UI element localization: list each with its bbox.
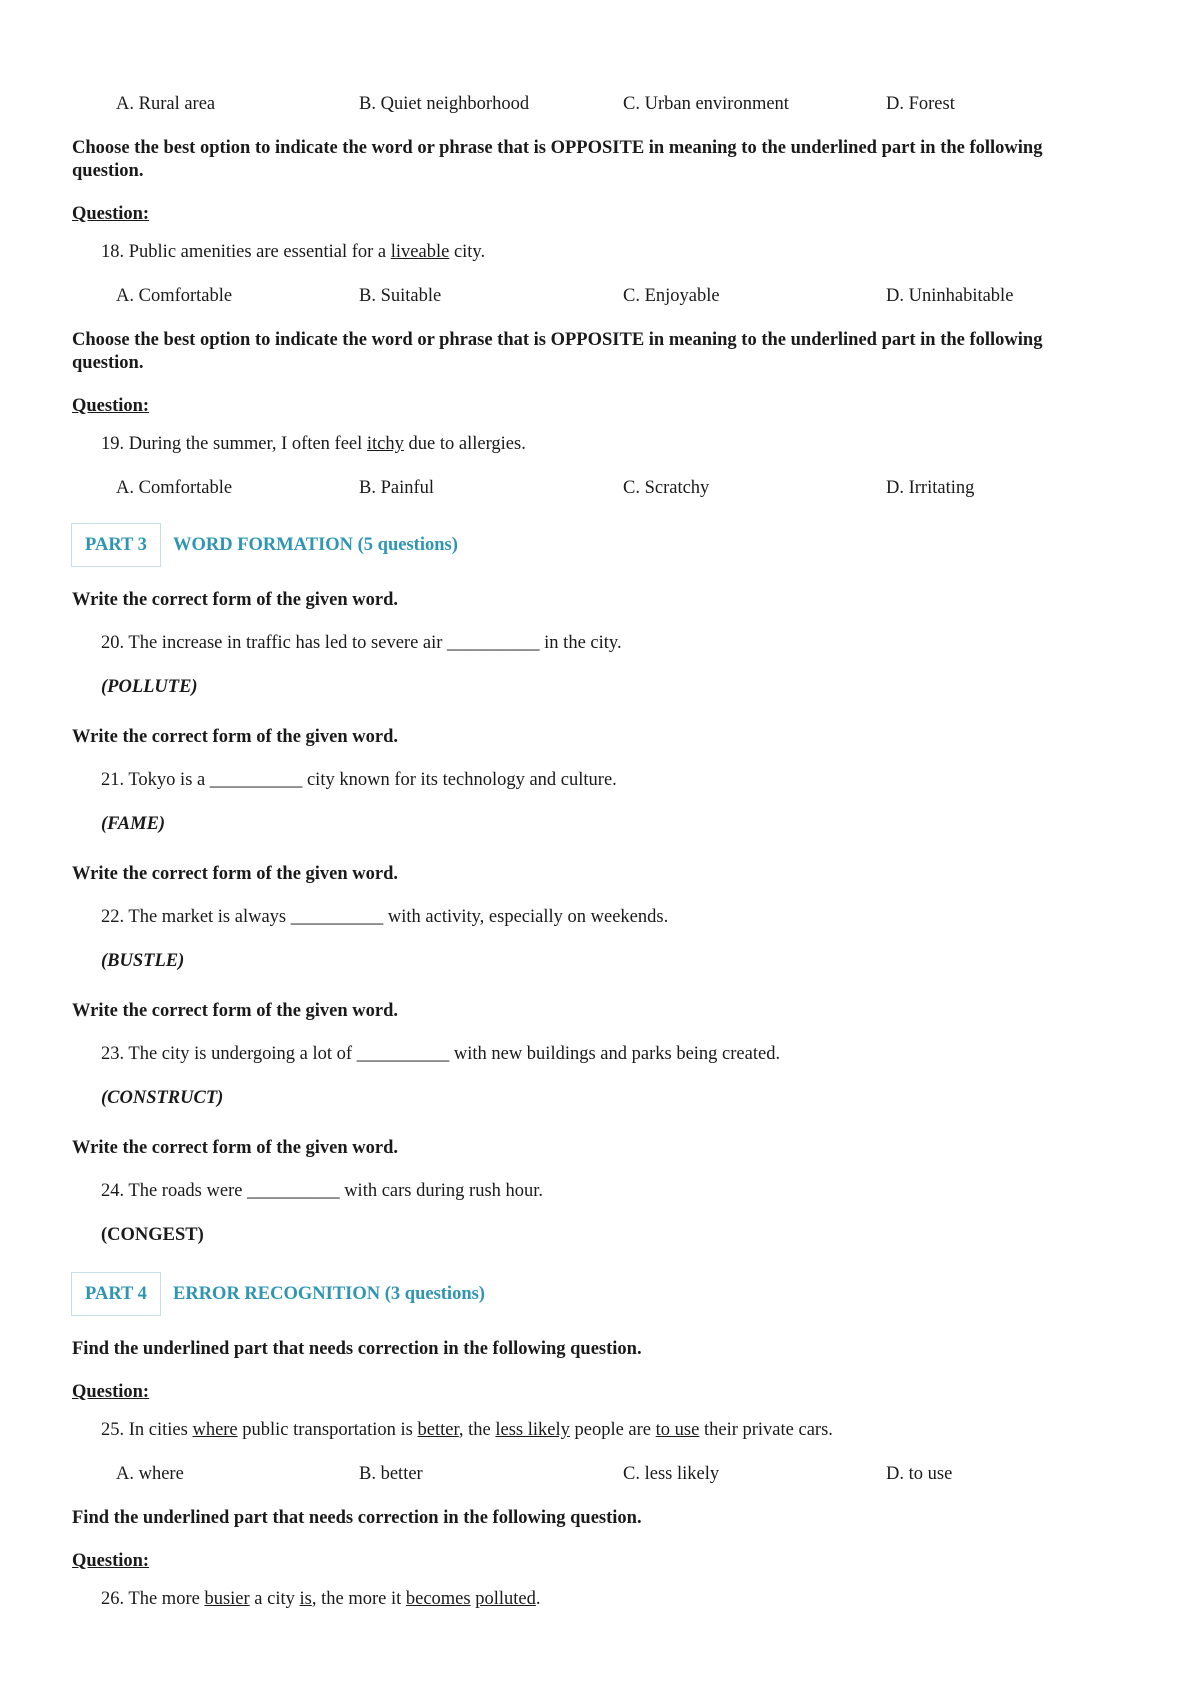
part-4-title: ERROR RECOGNITION (3 questions) bbox=[173, 1284, 485, 1304]
question-19 bbox=[101, 434, 526, 455]
instruction-word-formation: Write the correct form of the given word. bbox=[72, 590, 399, 610]
q19-option-b: B. Painful bbox=[359, 478, 435, 498]
question-22: 22. The market is always __________ with activity, especially on weekends. bbox=[101, 907, 669, 927]
q26-text: . bbox=[535, 1589, 541, 1609]
q18-underlined: liveable bbox=[390, 242, 450, 262]
q19-option-c: C. Scratchy bbox=[623, 478, 710, 498]
q18-option-b: B. Suitable bbox=[359, 286, 442, 306]
q25-text: public transportation is bbox=[237, 1420, 418, 1440]
question-label: Question: bbox=[72, 396, 150, 416]
q20-hint: (POLLUTE) bbox=[101, 677, 198, 697]
q26-underlined-d: polluted bbox=[475, 1589, 536, 1609]
q25-underlined-a: where bbox=[192, 1420, 238, 1440]
q25-option-a: A. where bbox=[116, 1464, 184, 1484]
q17-option-d: D. Forest bbox=[886, 94, 955, 114]
instruction-error-recognition: Find the underlined part that needs correction in the following question. bbox=[72, 1339, 642, 1359]
q19-text-pre: 19. During the summer, I often feel bbox=[101, 434, 367, 454]
q18-text-post: city. bbox=[449, 242, 486, 262]
q19-text-post: due to allergies. bbox=[403, 434, 526, 454]
instruction-word-formation: Write the correct form of the given word. bbox=[72, 864, 399, 884]
q18-option-a: A. Comfortable bbox=[116, 286, 233, 306]
instruction-opposite: Choose the best option to indicate the word or phrase that is OPPOSITE in meaning to the underlined part in the following question. bbox=[72, 138, 1043, 181]
question-21: 21. Tokyo is a __________ city known for its technology and culture. bbox=[101, 770, 617, 790]
q18-option-c: C. Enjoyable bbox=[623, 286, 720, 306]
question-26 bbox=[101, 1589, 541, 1610]
q26-text: , the more it bbox=[311, 1589, 406, 1609]
question-25 bbox=[101, 1420, 833, 1441]
q19-option-d: D. Irritating bbox=[886, 478, 975, 498]
instruction-opposite: Choose the best option to indicate the word or phrase that is OPPOSITE in meaning to the underlined part in the following question. bbox=[72, 330, 1043, 373]
q19-option-a: A. Comfortable bbox=[116, 478, 233, 498]
question-label: Question: bbox=[72, 204, 150, 224]
instruction-word-formation: Write the correct form of the given word. bbox=[72, 1138, 399, 1158]
part-3-title: WORD FORMATION (5 questions) bbox=[173, 535, 458, 555]
q18-text-pre: 18. Public amenities are essential for a bbox=[101, 242, 391, 262]
question-label: Question: bbox=[72, 1551, 150, 1571]
question-label: Question: bbox=[72, 1382, 150, 1402]
q25-text: their private cars. bbox=[699, 1420, 833, 1440]
question-24: 24. The roads were __________ with cars during rush hour. bbox=[101, 1181, 544, 1201]
q25-underlined-c: less likely bbox=[495, 1420, 570, 1440]
q18-option-d: D. Uninhabitable bbox=[886, 286, 1014, 306]
q25-underlined-d: to use bbox=[655, 1420, 700, 1440]
instruction-word-formation: Write the correct form of the given word. bbox=[72, 1001, 399, 1021]
q17-option-b: B. Quiet neighborhood bbox=[359, 94, 530, 114]
q26-underlined-c: becomes bbox=[405, 1589, 471, 1609]
q17-option-a: A. Rural area bbox=[116, 94, 216, 114]
question-20: 20. The increase in traffic has led to severe air __________ in the city. bbox=[101, 633, 622, 653]
part-3-label: PART 3 bbox=[71, 523, 161, 567]
q25-option-d: D. to use bbox=[886, 1464, 953, 1484]
instruction-error-recognition: Find the underlined part that needs correction in the following question. bbox=[72, 1508, 642, 1528]
instruction-word-formation: Write the correct form of the given word. bbox=[72, 727, 399, 747]
q17-option-c: C. Urban environment bbox=[623, 94, 789, 114]
part-4-label: PART 4 bbox=[71, 1272, 161, 1316]
q26-text: 26. The more bbox=[101, 1589, 205, 1609]
q21-hint: (FAME) bbox=[101, 814, 166, 834]
q26-text: a city bbox=[249, 1589, 300, 1609]
question-18 bbox=[101, 242, 485, 263]
q25-text: , the bbox=[458, 1420, 496, 1440]
q25-option-b: B. better bbox=[359, 1464, 423, 1484]
q19-underlined: itchy bbox=[366, 434, 404, 454]
q26-underlined-b: is bbox=[299, 1589, 312, 1609]
q23-hint: (CONSTRUCT) bbox=[101, 1088, 224, 1108]
q25-text: people are bbox=[569, 1420, 656, 1440]
q25-underlined-b: better bbox=[417, 1420, 459, 1440]
q25-text: 25. In cities bbox=[101, 1420, 193, 1440]
q25-option-c: C. less likely bbox=[623, 1464, 720, 1484]
q22-hint: (BUSTLE) bbox=[101, 951, 185, 971]
q26-underlined-a: busier bbox=[204, 1589, 250, 1609]
q24-hint: (CONGEST) bbox=[101, 1225, 204, 1245]
question-23: 23. The city is undergoing a lot of __________ with new buildings and parks being created. bbox=[101, 1044, 781, 1064]
